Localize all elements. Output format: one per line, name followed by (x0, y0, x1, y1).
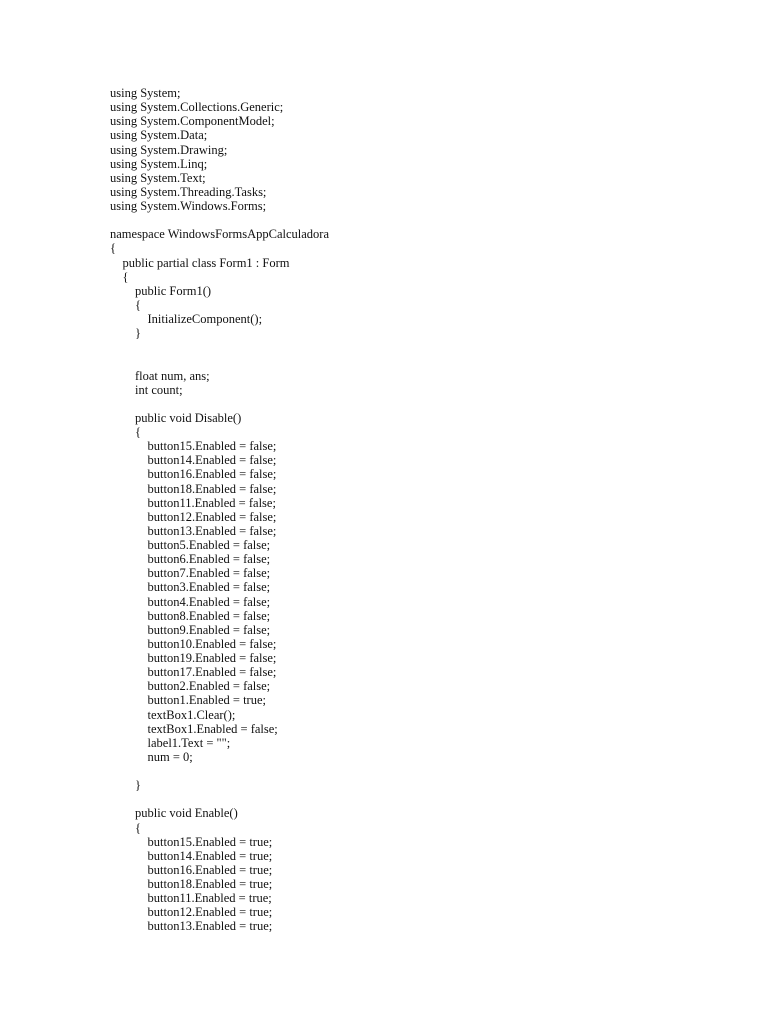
code-line: button12.Enabled = true; (110, 905, 273, 920)
code-line: using System.Windows.Forms; (110, 199, 267, 213)
code-line: button11.Enabled = false; (110, 495, 276, 510)
code-line: using System.Drawing; (110, 142, 228, 157)
code-line: textBox1.Enabled = false; (110, 721, 278, 736)
code-line: int count; (110, 382, 183, 397)
code-line: float num, ans; (110, 368, 210, 383)
code-line: using System.Collections.Generic; (110, 100, 284, 115)
code-line: using System.Linq; (110, 156, 208, 171)
code-line: button8.Enabled = false; (110, 608, 271, 623)
code-line: InitializeComponent(); (110, 312, 263, 326)
blank-line (110, 397, 329, 411)
code-line: } (110, 778, 141, 793)
blank-line (110, 340, 329, 354)
code-line: } (110, 326, 141, 341)
code-line: button11.Enabled = true; (110, 891, 272, 906)
code-line: button15.Enabled = false; (110, 439, 277, 454)
code-line: { (110, 820, 141, 835)
code-line: button18.Enabled = true; (110, 877, 273, 891)
code-line: using System.Data; (110, 128, 208, 143)
code-line: using System.Threading.Tasks; (110, 184, 267, 199)
code-line: textBox1.Clear(); (110, 707, 236, 722)
code-line: button4.Enabled = false; (110, 594, 271, 609)
code-line: button16.Enabled = true; (110, 862, 273, 877)
code-line: button14.Enabled = true; (110, 848, 273, 863)
code-line: button13.Enabled = true; (110, 919, 273, 934)
code-line: { (110, 297, 141, 312)
code-listing (110, 86, 329, 934)
code-line: num = 0; (110, 749, 193, 764)
blank-line (110, 792, 329, 806)
code-line: button7.Enabled = false; (110, 566, 271, 581)
code-line: button18.Enabled = false; (110, 481, 277, 496)
code-line: public Form1() (110, 283, 212, 298)
code-line: button9.Enabled = false; (110, 622, 271, 637)
code-line: button16.Enabled = false; (110, 467, 277, 482)
code-line: button14.Enabled = false; (110, 453, 277, 468)
code-line: using System.Text; (110, 170, 206, 185)
code-line: using System.ComponentModel; (110, 114, 275, 129)
code-line: button13.Enabled = false; (110, 523, 277, 538)
code-line: { (110, 269, 129, 284)
code-line: { (110, 241, 116, 256)
code-line: namespace WindowsFormsAppCalculadora (110, 227, 330, 242)
code-line: using System; (110, 86, 181, 100)
code-line: button19.Enabled = false; (110, 651, 277, 665)
code-line: label1.Text = ""; (110, 735, 231, 750)
code-line: button6.Enabled = false; (110, 552, 271, 567)
code-line: button5.Enabled = false; (110, 538, 271, 552)
code-line: public partial class Form1 : Form (110, 255, 290, 270)
code-line: button12.Enabled = false; (110, 509, 277, 524)
code-line: button10.Enabled = false; (110, 636, 277, 651)
code-line: button2.Enabled = false; (110, 679, 271, 694)
blank-line (110, 213, 329, 227)
code-line: public void Disable() (110, 410, 242, 425)
code-line: { (110, 425, 141, 439)
code-line: public void Enable() (110, 806, 238, 821)
blank-line (110, 764, 329, 778)
code-line: button3.Enabled = false; (110, 580, 271, 595)
blank-line (110, 354, 329, 368)
code-line: button15.Enabled = true; (110, 834, 273, 849)
code-line: button17.Enabled = false; (110, 665, 277, 680)
code-line: button1.Enabled = true; (110, 693, 266, 708)
